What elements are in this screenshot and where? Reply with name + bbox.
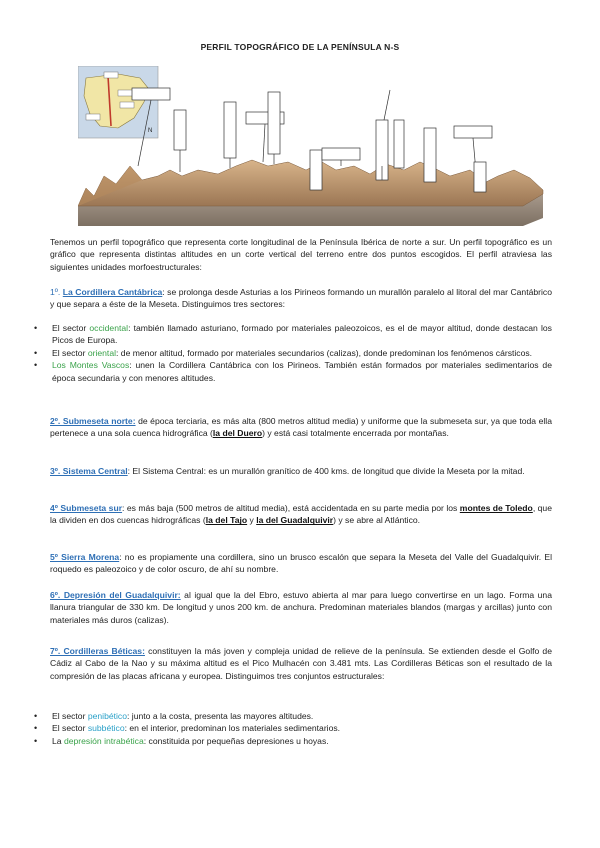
- topographic-profile-figure: [78, 66, 548, 226]
- section-sierra-morena: 5º Sierra Morena: no es propiamente una cordillera, sino un brusco escalón que separa la Meseta del Valle del Guadalquivir. El roquedo es paleozoico y de color oscuro, de ahí su nombre.: [50, 552, 552, 575]
- tajo-term: la del Tajo: [205, 515, 248, 526]
- duero-term: la del Duero: [212, 428, 263, 439]
- list-item: • El sector penibético: junto a la costa, presenta las mayores altitudes.: [34, 711, 314, 721]
- section-heading: La Cordillera Cantábrica: [62, 287, 163, 297]
- bullet-icon: •: [34, 723, 38, 734]
- section-heading: 7º. Cordilleras Béticas:: [50, 646, 145, 656]
- section-sistema-central: 3º. Sistema Central: El Sistema Central: es un murallón granítico de 400 kms. de longitud que divide la Meseta por la mitad.: [50, 466, 525, 476]
- list-item: • El sector occidental: también llamado asturiano, formado por materiales paleozoicos, es el de mayor altitud, donde destacan los Picos de Europa.: [34, 323, 552, 346]
- section-heading: 4º Submeseta sur: [50, 503, 123, 513]
- section-depresion-guadalquivir: 6º. Depresión del Guadalquivir: al igual que la del Ebro, estuvo abierta al mar para luego convertirse en un lago. Forma una llanura triangular de 330 km. De longitud y unos 200 km. de anchura. Predominan materiales blandos (margas y arcillas) junto con materiales más duros (calizas).: [50, 590, 552, 625]
- section-text: : se prolonga desde Asturias a los Pirineos formando un murallón paralelo al litoral del mar Cantábrico y que separa a éste de la Meseta. Distinguimos tres sectores:: [50, 287, 552, 310]
- section-submeseta-sur: 4º Submeseta sur: es más baja (500 metros de altitud media), está accidentada en su parte media por los montes de Toledo, que la dividen en dos cuencas hidrográficas (la del Tajo y la del Guadalquivir) y se abre al Atlántico.: [50, 503, 552, 526]
- bullet-icon: •: [34, 360, 38, 371]
- list-item: • Los Montes Vascos: unen la Cordillera Cantábrica con los Pirineos. También están formados por materiales sedimentarios de época secundaria y con menores altitudes.: [34, 360, 552, 383]
- beticas-sectors-list: [34, 710, 552, 747]
- section-number: 1º.: [50, 287, 63, 297]
- section-heading: 6º. Depresión del Guadalquivir:: [50, 590, 181, 600]
- cantabrica-sectors-list: [34, 322, 552, 384]
- page-title: PERFIL TOPOGRÁFICO DE LA PENÍNSULA N-S: [200, 42, 400, 52]
- bullet-icon: •: [34, 323, 38, 333]
- section-submeseta-norte: 2º. Submeseta norte: de época terciaria, es más alta (800 metros altitud media) y uniforme que la submeseta sur, ya que toda ella pertenece a una sola cuenca hidrográfica (la del Duero) y está casi totalmente encerrada por montañas.: [50, 416, 552, 439]
- section-heading: 5º Sierra Morena: [50, 552, 120, 562]
- section-heading: 2º. Submeseta norte:: [50, 416, 136, 426]
- list-item: • El sector subbético: en el interior, predominan los materiales sedimentarios.: [34, 723, 341, 734]
- bullet-icon: •: [34, 735, 38, 746]
- section-cordillera-cantabrica: [50, 286, 552, 311]
- toledo-term: montes de Toledo: [459, 503, 533, 513]
- svg-text:N: N: [148, 128, 153, 134]
- bullet-icon: •: [34, 347, 38, 358]
- list-item: • La depresión intrabética: constituida por pequeñas depresiones u hoyas.: [34, 735, 329, 746]
- iberia-map-inset: [78, 66, 158, 138]
- list-item: • El sector oriental: de menor altitud, formado por materiales secundarios (calizas), donde predominan los fenómenos cársticos.: [34, 347, 533, 358]
- section-cordilleras-beticas: 7º. Cordilleras Béticas: constituyen la más joven y compleja unidad de relieve de la península. Se extienden desde el Golfo de Cádiz al Cabo de la Nao y su máxima altitud es el Pico Mulhacén con 3.481 mts. Las Cordilleras Béticas son el resultado de la compresión de las placas africana y europea. Distinguimos tres conjuntos estructurales:: [50, 646, 552, 681]
- section-heading: 3º. Sistema Central: [50, 466, 128, 476]
- guadalquivir-term: la del Guadalquivir: [256, 515, 334, 526]
- intro-paragraph: Tenemos un perfil topográfico que representa corte longitudinal de la Península Ibérica de norte a sur. Un perfil topográfico es un gráfico que representa distintas altitudes en un corte vertical del terreno entre dos puntos escogidos. El perfil atraviesa las siguientes unidades morfoestructurales:: [50, 237, 552, 272]
- bullet-icon: •: [34, 711, 38, 721]
